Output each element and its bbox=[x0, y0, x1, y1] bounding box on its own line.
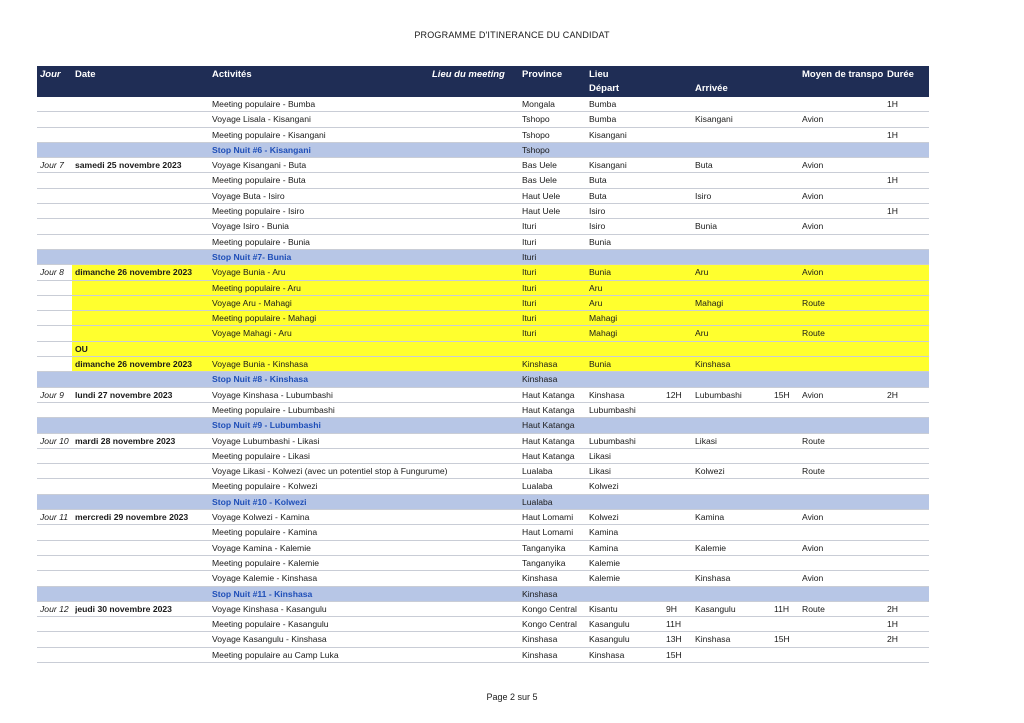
cell-dep: Kisantu bbox=[589, 603, 618, 614]
cell-dep: Likasi bbox=[589, 450, 611, 461]
cell-prov: Lualaba bbox=[522, 496, 553, 507]
cell-prov: Haut Katanga bbox=[522, 404, 575, 415]
cell-dur: 1H bbox=[887, 99, 898, 109]
cell-prov: Ituri bbox=[522, 251, 537, 262]
stop-nuit-row bbox=[37, 587, 929, 602]
cell-act: Voyage Kisangani - Buta bbox=[212, 160, 307, 171]
cell-act: Meeting populaire - Kisangani bbox=[212, 129, 326, 140]
table-row bbox=[37, 434, 929, 449]
cell-moy: Avion bbox=[802, 114, 824, 125]
cell-act: Voyage Lisala - Kisangani bbox=[212, 114, 311, 125]
cell-prov: Kinshasa bbox=[522, 634, 558, 645]
table-row bbox=[37, 464, 929, 479]
cell-prov: Ituri bbox=[522, 328, 537, 339]
table-row bbox=[37, 97, 929, 112]
cell-act: Voyage Aru - Mahagi bbox=[212, 297, 292, 308]
cell-arr: Mahagi bbox=[695, 297, 724, 308]
cell-arr: Kolwezi bbox=[695, 466, 725, 477]
cell-dep: Kasangulu bbox=[589, 634, 630, 645]
table-header bbox=[37, 66, 929, 97]
cell-dep: Kalemie bbox=[589, 557, 621, 568]
table-row bbox=[37, 158, 929, 173]
cell-act: Meeting populaire - Bumba bbox=[212, 99, 316, 109]
cell-prov: Haut Lomami bbox=[522, 527, 574, 538]
cell-prov: Haut Katanga bbox=[522, 450, 575, 461]
header-moyen: Moyen de transpo bbox=[802, 69, 884, 80]
cell-dur: 2H bbox=[887, 603, 898, 614]
cell-at: 11H bbox=[774, 603, 790, 614]
header-activites: Activités bbox=[212, 69, 252, 80]
page-title: PROGRAMME D'ITINERANCE DU CANDIDAT bbox=[414, 30, 610, 40]
cell-dep: Kinshasa bbox=[589, 649, 625, 660]
cell-prov: Mongala bbox=[522, 99, 555, 109]
table-row bbox=[37, 219, 929, 234]
cell-prov: Ituri bbox=[522, 236, 537, 247]
cell-at: 15H bbox=[774, 389, 790, 400]
cell-dep: Buta bbox=[589, 190, 607, 201]
cell-moy: Avion bbox=[802, 512, 824, 523]
cell-prov: Kinshasa bbox=[522, 649, 558, 660]
cell-arr: Kamina bbox=[695, 512, 725, 523]
table-row bbox=[37, 235, 929, 250]
cell-prov: Bas Uele bbox=[522, 175, 557, 186]
cell-dur: 2H bbox=[887, 389, 898, 400]
cell-act: Voyage Bunia - Kinshasa bbox=[212, 359, 309, 370]
cell-act: Meeting populaire - Likasi bbox=[212, 450, 310, 461]
cell-dep: Kolwezi bbox=[589, 512, 619, 523]
table-row bbox=[37, 265, 929, 280]
cell-moy: Route bbox=[802, 435, 825, 446]
cell-act: Voyage Likasi - Kolwezi (avec un potentiel stop à Fungurume) bbox=[212, 466, 448, 477]
cell-act: Meeting populaire - Mahagi bbox=[212, 313, 317, 324]
cell-jour: Jour 9 bbox=[40, 389, 64, 400]
table-row bbox=[37, 571, 929, 586]
cell-prov: Tanganyika bbox=[522, 542, 566, 553]
cell-act: Voyage Kolwezi - Kamina bbox=[212, 512, 310, 523]
table-body bbox=[37, 97, 929, 663]
stop-nuit-row bbox=[37, 250, 929, 265]
cell-arr: Kisangani bbox=[695, 114, 733, 125]
cell-prov: Kongo Central bbox=[522, 619, 577, 630]
cell-act: Meeting populaire - Kasangulu bbox=[212, 619, 329, 630]
cell-dur: 1H bbox=[887, 175, 898, 186]
cell-dep: Bunia bbox=[589, 267, 611, 278]
cell-date: dimanche 26 novembre 2023 bbox=[75, 267, 193, 278]
cell-prov: Tanganyika bbox=[522, 557, 566, 568]
table-row bbox=[37, 388, 929, 403]
table-row bbox=[37, 648, 929, 663]
cell-act: Voyage Isiro - Bunia bbox=[212, 221, 289, 232]
cell-dep: Bunia bbox=[589, 359, 611, 370]
cell-prov: Haut Katanga bbox=[522, 420, 575, 431]
table-row bbox=[37, 326, 929, 341]
cell-act: Meeting populaire - Kalemie bbox=[212, 557, 320, 568]
cell-date: mercredi 29 novembre 2023 bbox=[75, 512, 189, 523]
table-row bbox=[37, 357, 929, 372]
cell-prov: Ituri bbox=[522, 297, 537, 308]
table-row bbox=[37, 173, 929, 188]
cell-jour: Jour 12 bbox=[40, 603, 69, 614]
stop-nuit-row bbox=[37, 495, 929, 510]
cell-dep: Kamina bbox=[589, 542, 619, 553]
cell-date: mardi 28 novembre 2023 bbox=[75, 435, 176, 446]
cell-dep: Lubumbashi bbox=[589, 435, 636, 446]
cell-dt: 15H bbox=[666, 649, 682, 660]
cell-dur: 2H bbox=[887, 634, 898, 645]
cell-dep: Isiro bbox=[589, 206, 606, 217]
cell-prov: Tshopo bbox=[522, 114, 550, 125]
cell-prov: Tshopo bbox=[522, 129, 550, 140]
cell-jour: Jour 11 bbox=[40, 512, 69, 523]
cell-prov: Haut Lomami bbox=[522, 512, 574, 523]
cell-arr: Kalemie bbox=[695, 542, 727, 553]
table-row bbox=[37, 112, 929, 127]
cell-jour: Jour 10 bbox=[40, 435, 69, 446]
cell-act: Voyage Kalemie - Kinshasa bbox=[212, 573, 318, 584]
table-row bbox=[37, 403, 929, 418]
cell-dep: Kolwezi bbox=[589, 481, 619, 492]
cell-act: Voyage Buta - Isiro bbox=[212, 190, 285, 201]
stop-nuit-row bbox=[37, 418, 929, 433]
cell-prov: Haut Katanga bbox=[522, 389, 575, 400]
cell-act: Voyage Bunia - Aru bbox=[212, 267, 286, 278]
header-lieu: Lieu bbox=[589, 69, 609, 80]
cell-date: jeudi 30 novembre 2023 bbox=[75, 603, 172, 614]
cell-moy: Avion bbox=[802, 160, 824, 171]
cell-prov: Ituri bbox=[522, 282, 537, 293]
cell-arr: Kasangulu bbox=[695, 603, 736, 614]
cell-dep: Lubumbashi bbox=[589, 404, 636, 415]
cell-prov: Kongo Central bbox=[522, 603, 577, 614]
cell-moy: Avion bbox=[802, 542, 824, 553]
cell-dep: Kinshasa bbox=[589, 389, 625, 400]
cell-prov: Lualaba bbox=[522, 481, 553, 492]
table-row bbox=[37, 617, 929, 632]
cell-prov: Ituri bbox=[522, 313, 537, 324]
cell-arr: Kinshasa bbox=[695, 359, 731, 370]
cell-moy: Avion bbox=[802, 573, 824, 584]
cell-dep: Bumba bbox=[589, 114, 617, 125]
stop-nuit-row bbox=[37, 143, 929, 158]
cell-moy: Route bbox=[802, 297, 825, 308]
cell-dt: 9H bbox=[666, 603, 677, 614]
cell-dep: Kisangani bbox=[589, 160, 627, 171]
cell-act: Stop Nuit #8 - Kinshasa bbox=[212, 374, 308, 385]
cell-moy: Avion bbox=[802, 190, 824, 201]
cell-dep: Buta bbox=[589, 175, 607, 186]
cell-act: Stop Nuit #7- Bunia bbox=[212, 251, 292, 262]
cell-dt: 13H bbox=[666, 634, 682, 645]
cell-arr: Aru bbox=[695, 267, 709, 278]
cell-dep: Kamina bbox=[589, 527, 619, 538]
cell-moy: Avion bbox=[802, 389, 824, 400]
header-lieu-meeting: Lieu du meeting bbox=[432, 69, 505, 80]
table-row bbox=[37, 281, 929, 296]
cell-prov: Kinshasa bbox=[522, 359, 558, 370]
table-row bbox=[37, 479, 929, 494]
cell-dt: 12H bbox=[666, 389, 682, 400]
cell-act: Stop Nuit #10 - Kolwezi bbox=[212, 496, 307, 507]
cell-moy: Avion bbox=[802, 267, 824, 278]
itinerary-table bbox=[37, 66, 929, 663]
cell-dep: Bumba bbox=[589, 99, 617, 109]
cell-at: 15H bbox=[774, 634, 790, 645]
cell-act: Meeting populaire - Buta bbox=[212, 175, 306, 186]
cell-arr: Bunia bbox=[695, 221, 717, 232]
cell-prov: Ituri bbox=[522, 267, 537, 278]
cell-act: Stop Nuit #9 - Lubumbashi bbox=[212, 420, 321, 431]
cell-prov: Lualaba bbox=[522, 466, 553, 477]
cell-moy: Route bbox=[802, 603, 825, 614]
cell-jour: Jour 8 bbox=[40, 267, 64, 278]
table-row bbox=[37, 556, 929, 571]
cell-act: Voyage Kasangulu - Kinshasa bbox=[212, 634, 327, 645]
cell-arr: Isiro bbox=[695, 190, 712, 201]
table-row bbox=[37, 525, 929, 540]
header-duree: Durée bbox=[887, 69, 914, 80]
cell-dep: Bunia bbox=[589, 236, 611, 247]
cell-arr: Kinshasa bbox=[695, 634, 731, 645]
cell-dep: Likasi bbox=[589, 466, 611, 477]
table-row bbox=[37, 189, 929, 204]
header-date: Date bbox=[75, 69, 96, 80]
cell-prov: Haut Uele bbox=[522, 206, 561, 217]
cell-dep: Kisangani bbox=[589, 129, 627, 140]
cell-act: Meeting populaire - Isiro bbox=[212, 206, 305, 217]
cell-date: samedi 25 novembre 2023 bbox=[75, 160, 182, 171]
cell-act: Voyage Lubumbashi - Likasi bbox=[212, 435, 320, 446]
cell-moy: Route bbox=[802, 466, 825, 477]
cell-act: Meeting populaire - Lubumbashi bbox=[212, 404, 335, 415]
header-province: Province bbox=[522, 69, 563, 80]
page-footer: Page 2 sur 5 bbox=[486, 692, 538, 702]
cell-prov: Kinshasa bbox=[522, 588, 558, 599]
cell-act: Stop Nuit #11 - Kinshasa bbox=[212, 588, 313, 599]
cell-dt: 11H bbox=[666, 619, 682, 630]
table-row bbox=[37, 342, 929, 357]
cell-dep: Aru bbox=[589, 282, 603, 293]
cell-arr: Kinshasa bbox=[695, 573, 731, 584]
cell-arr: Buta bbox=[695, 160, 713, 171]
table-row bbox=[37, 449, 929, 464]
cell-prov: Bas Uele bbox=[522, 160, 557, 171]
cell-act: Voyage Kamina - Kalemie bbox=[212, 542, 311, 553]
table-row bbox=[37, 128, 929, 143]
cell-prov: Ituri bbox=[522, 221, 537, 232]
cell-act: Meeting populaire - Kamina bbox=[212, 527, 318, 538]
table-row bbox=[37, 510, 929, 525]
cell-act: Voyage Kinshasa - Lubumbashi bbox=[212, 389, 333, 400]
cell-date: dimanche 26 novembre 2023 bbox=[75, 359, 193, 370]
cell-dep: Mahagi bbox=[589, 313, 618, 324]
cell-dep: Aru bbox=[589, 297, 603, 308]
cell-dep: Kasangulu bbox=[589, 619, 630, 630]
table-row bbox=[37, 602, 929, 617]
cell-act: Meeting populaire - Aru bbox=[212, 282, 301, 293]
cell-jour: Jour 7 bbox=[40, 160, 64, 171]
cell-dep: Kalemie bbox=[589, 573, 621, 584]
table-row bbox=[37, 541, 929, 556]
table-row bbox=[37, 632, 929, 647]
cell-act: Meeting populaire - Bunia bbox=[212, 236, 310, 247]
cell-date: lundi 27 novembre 2023 bbox=[75, 389, 173, 400]
cell-act: Meeting populaire - Kolwezi bbox=[212, 481, 318, 492]
cell-act: Voyage Kinshasa - Kasangulu bbox=[212, 603, 327, 614]
cell-arr: Likasi bbox=[695, 435, 717, 446]
cell-arr: Lubumbashi bbox=[695, 389, 742, 400]
stop-nuit-row bbox=[37, 372, 929, 387]
cell-moy: Avion bbox=[802, 221, 824, 232]
header-depart: Départ bbox=[589, 83, 620, 94]
table-row bbox=[37, 204, 929, 219]
cell-dep: Mahagi bbox=[589, 328, 618, 339]
cell-prov: Haut Katanga bbox=[522, 435, 575, 446]
cell-date: OU bbox=[75, 343, 88, 354]
header-arrivee: Arrivée bbox=[695, 83, 728, 94]
cell-dep: Isiro bbox=[589, 221, 606, 232]
cell-dur: 1H bbox=[887, 129, 898, 140]
cell-prov: Haut Uele bbox=[522, 190, 561, 201]
cell-act: Voyage Mahagi - Aru bbox=[212, 328, 292, 339]
cell-dur: 1H bbox=[887, 206, 898, 217]
cell-prov: Kinshasa bbox=[522, 573, 558, 584]
cell-prov: Tshopo bbox=[522, 144, 550, 155]
cell-act: Meeting populaire au Camp Luka bbox=[212, 649, 339, 660]
table-row bbox=[37, 311, 929, 326]
table-row bbox=[37, 296, 929, 311]
cell-arr: Aru bbox=[695, 328, 709, 339]
cell-prov: Kinshasa bbox=[522, 374, 558, 385]
cell-act: Stop Nuit #6 - Kisangani bbox=[212, 144, 311, 155]
header-jour: Jour bbox=[40, 69, 61, 80]
cell-moy: Route bbox=[802, 328, 825, 339]
cell-dur: 1H bbox=[887, 619, 898, 630]
